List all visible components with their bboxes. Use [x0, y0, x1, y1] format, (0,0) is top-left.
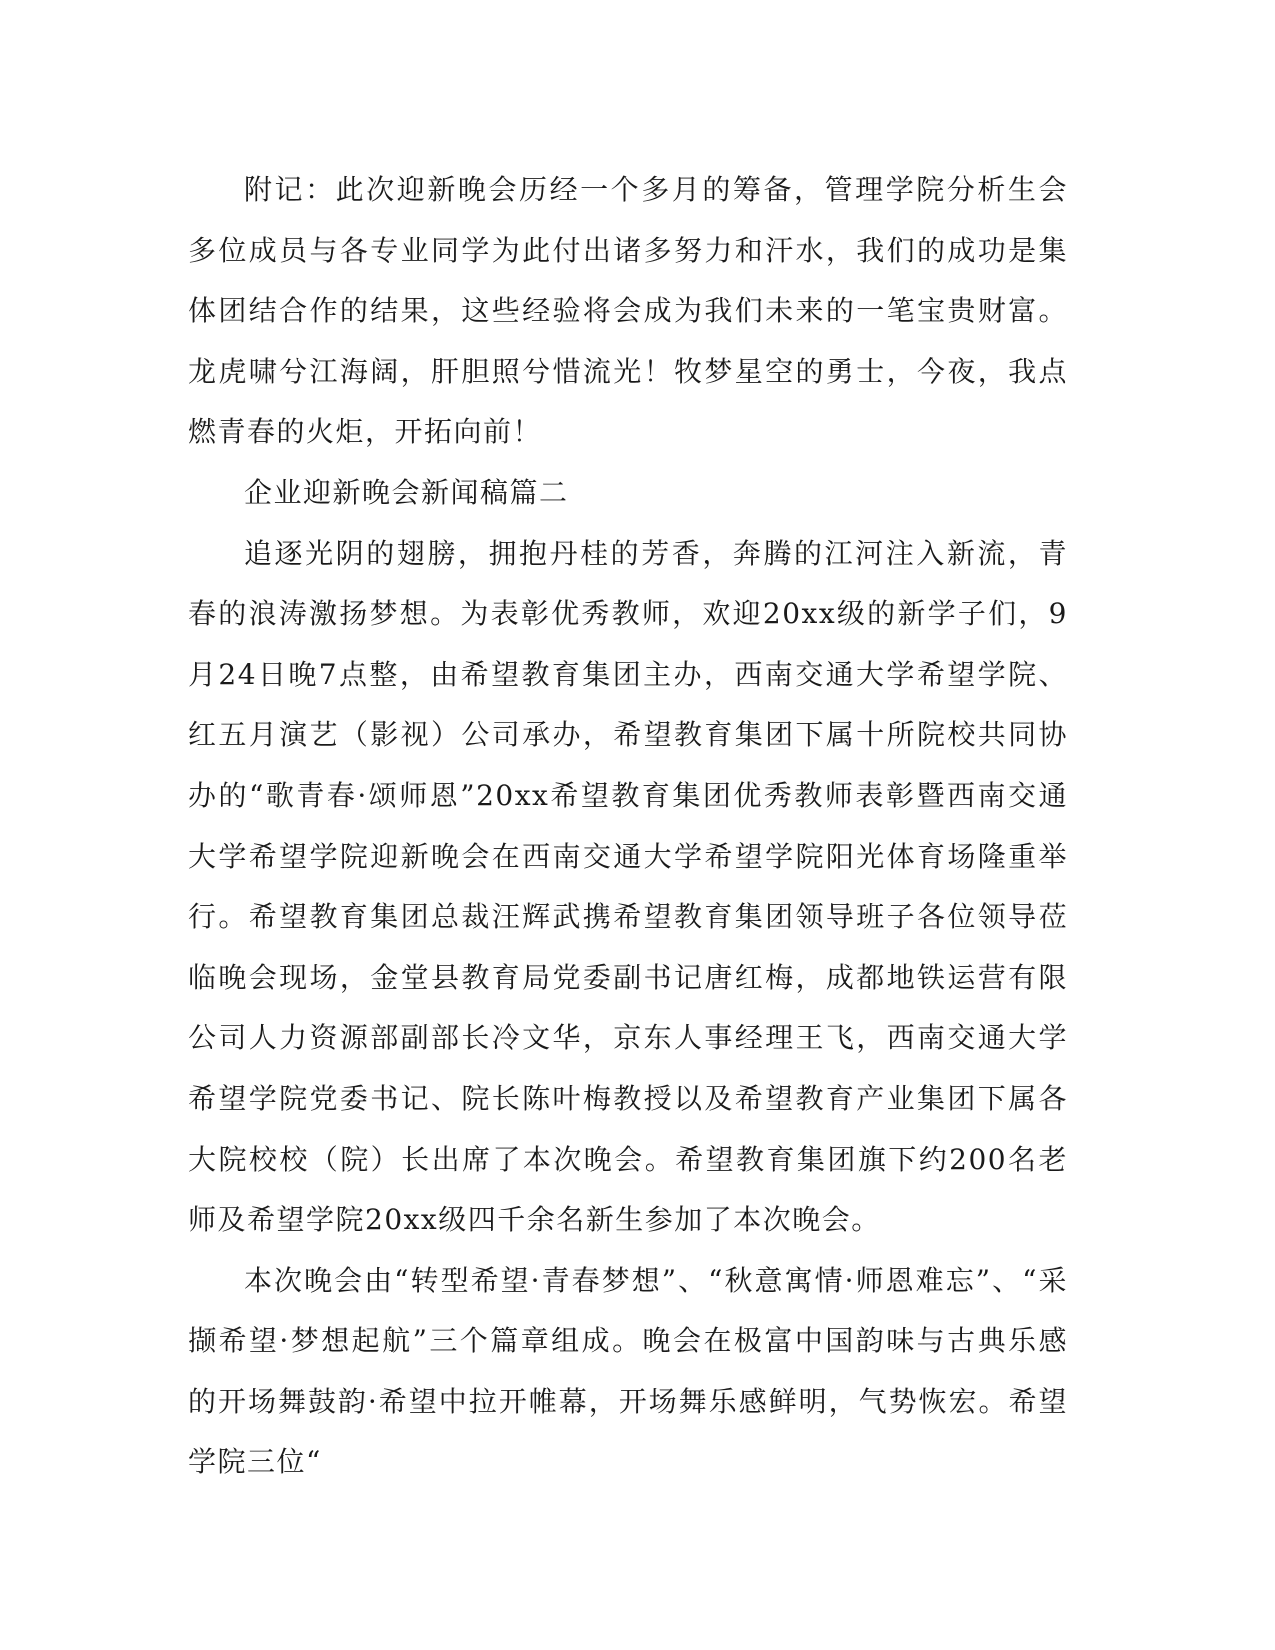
intro-paragraph: 追逐光阴的翅膀，拥抱丹桂的芳香，奔腾的江河注入新流，青春的浪涛激扬梦想。为表彰优秀教师，欢迎20xx级的新学子们，9月24日晚7点整，由希望教育集团主办，西南交通大学希望学院、红五月演艺（影视）公司承办，希望教育集团下属十所院校共同协办的“歌青春·颂师恩”20xx希望教育集团优秀教师表彰暨西南交通大学希望学院迎新晚会在西南交通大学希望学院阳光体育场隆重举行。希望教育集团总裁汪辉武携希望教育集团领导班子各位领导莅临晚会现场，金堂县教育局党委副书记唐红梅，成都地铁运营有限公司人力资源部副部长冷文华，京东人事经理王飞，西南交通大学希望学院党委书记、院长陈叶梅教授以及希望教育产业集团下属各大院校校（院）长出席了本次晚会。希望教育集团旗下约200名老师及希望学院20xx级四千余名新生参加了本次晚会。 [188, 536, 1068, 1237]
section-title: 企业迎新晚会新闻稿篇二 [244, 475, 569, 509]
document-body [188, 160, 1068, 1493]
postscript-paragraph: 附记：此次迎新晚会历经一个多月的筹备，管理学院分析生会多位成员与各专业同学为此付出诸多努力和汗水，我们的成功是集体团结合作的结果，这些经验将会成为我们未来的一笔宝贵财富。龙虎啸兮江海阔，肝胆照兮惜流光！牧梦星空的勇士，今夜，我点燃青春的火炬，开拓向前！ [188, 173, 1068, 449]
program-paragraph: 本次晚会由“转型希望·青春梦想”、“秋意寓情·师恩难忘”、“采撷希望·梦想起航”三个篇章组成。晚会在极富中国韵味与古典乐感的开场舞鼓韵·希望中拉开帷幕，开场舞乐感鲜明，气势恢宏。希望学院三位“ [188, 1263, 1068, 1479]
